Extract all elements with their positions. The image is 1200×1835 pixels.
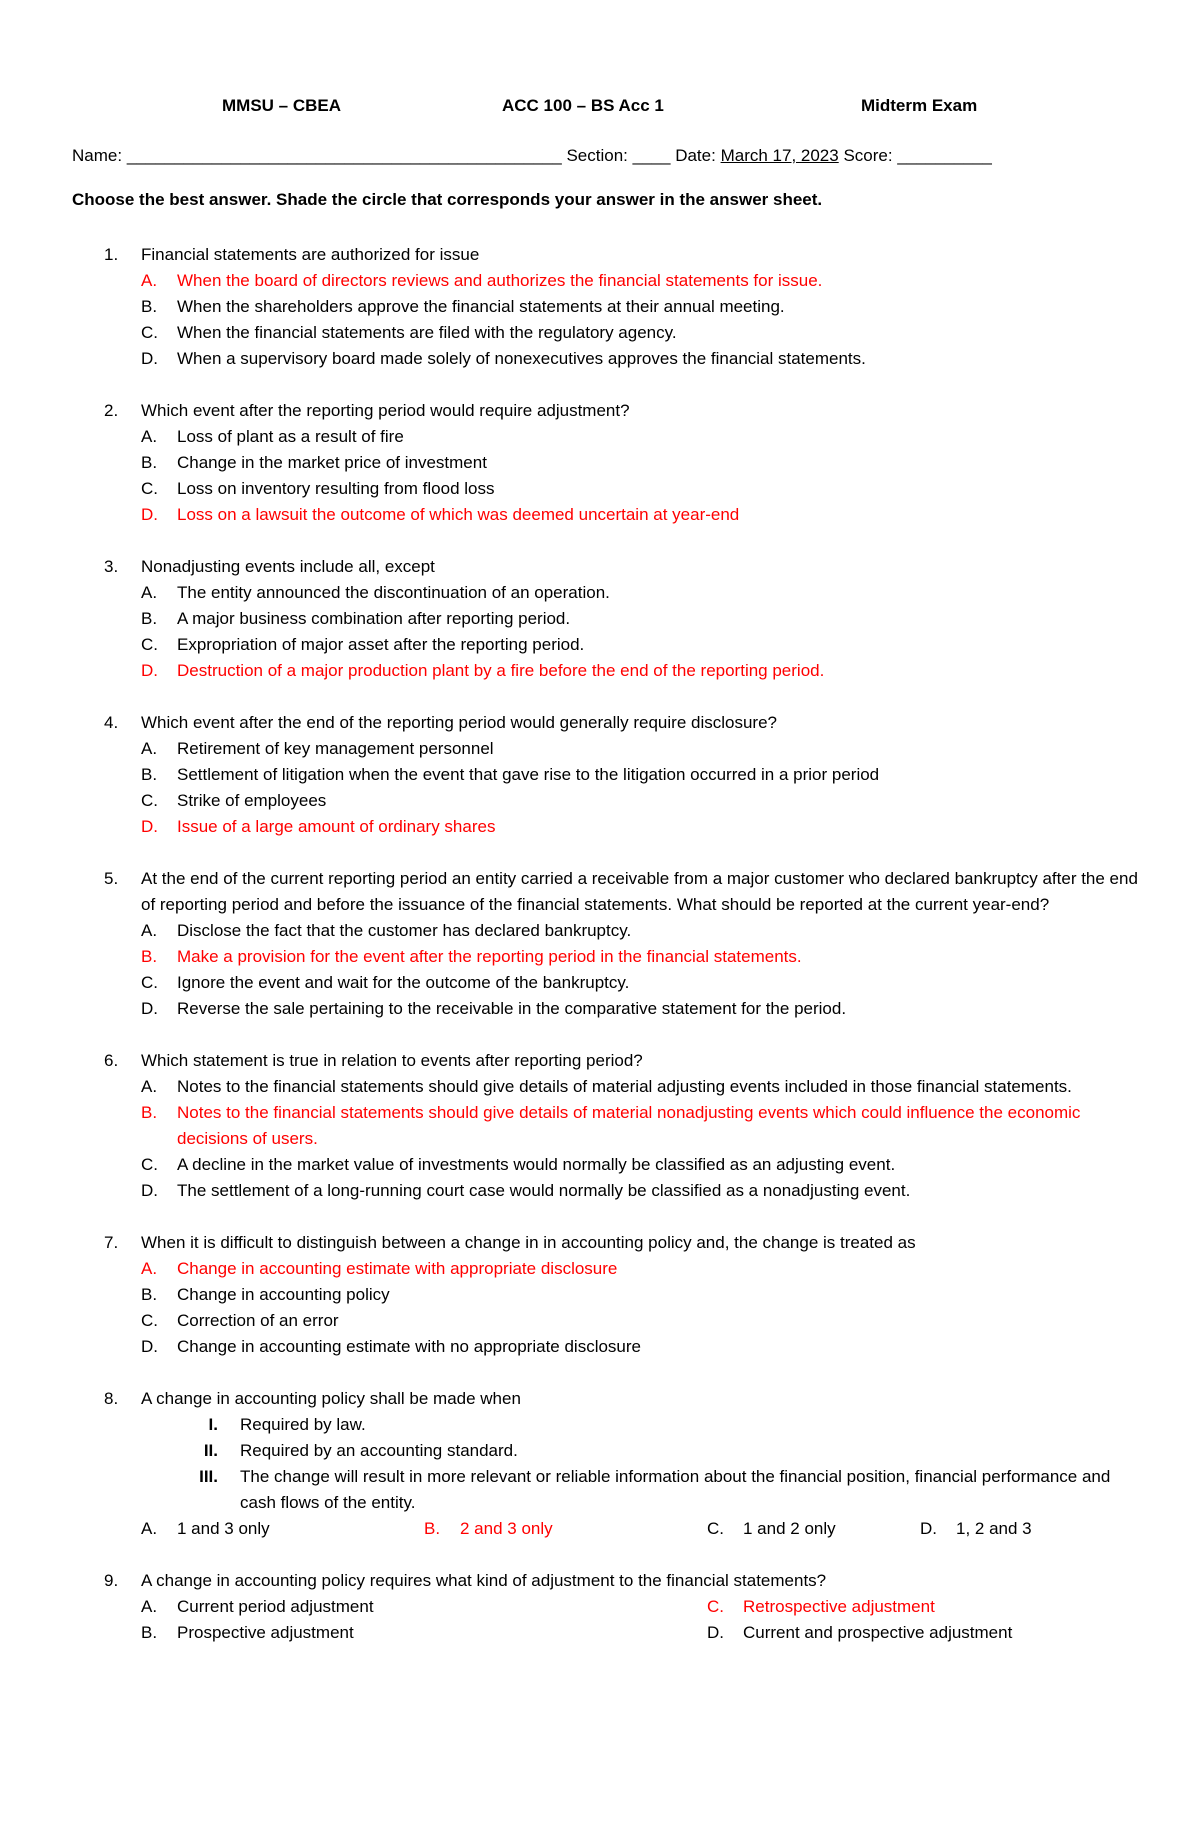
option-row [0, 1516, 1200, 1542]
option-text: Retrospective adjustment [743, 1597, 935, 1616]
option-letter: A. [141, 427, 158, 446]
option-letter: D. [920, 1519, 937, 1538]
option-text: A major business combination after reporting period. [177, 609, 571, 628]
option-d [0, 346, 1200, 372]
score-label: Score: [843, 146, 893, 165]
option-letter: C. [707, 1597, 724, 1616]
option-text: Change in accounting policy [177, 1285, 390, 1304]
option-letter: B. [141, 297, 158, 316]
question-1 [0, 242, 1200, 372]
option-c [0, 1152, 1200, 1178]
option-text: Loss on a lawsuit the outcome of which was deemed uncertain at year-end [177, 505, 740, 524]
question-stem: When it is difficult to distinguish between a change in in accounting policy and, the change is treated as [141, 1233, 916, 1252]
option-letter: B. [141, 765, 158, 784]
question-number: 8. [104, 1389, 119, 1408]
option-letter: A. [141, 1519, 158, 1538]
option-a [0, 424, 1200, 450]
question-stem: At the end of the current reporting period an entity carried a receivable from a major customer who declared bankruptcy after the end of reporting period and before the issuance of the financial statements. What should be reported at the current year-end? [141, 869, 1138, 914]
option-d [0, 1334, 1200, 1360]
question-8 [0, 1386, 1200, 1542]
question-stem: Financial statements are authorized for issue [141, 245, 480, 264]
question-6 [0, 1048, 1200, 1204]
question-stem: Which statement is true in relation to events after reporting period? [141, 1051, 643, 1070]
option-d-answer [0, 502, 1200, 528]
option-text: Destruction of a major production plant by a fire before the end of the reporting period. [177, 661, 825, 680]
option-text: Change in accounting estimate with no appropriate disclosure [177, 1337, 641, 1356]
option-d [0, 996, 1200, 1022]
question-stem: A change in accounting policy requires what kind of adjustment to the financial statements? [141, 1571, 827, 1590]
option-text: Expropriation of major asset after the reporting period. [177, 635, 585, 654]
option-text: 2 and 3 only [460, 1519, 553, 1538]
question-stem: Which event after the end of the reporting period would generally require disclosure? [141, 713, 777, 732]
option-letter: A. [141, 1597, 158, 1616]
option-letter: C. [141, 1155, 158, 1174]
question-7 [0, 1230, 1200, 1360]
student-info-line [72, 146, 992, 166]
option-text: Make a provision for the event after the reporting period in the financial statements. [177, 947, 802, 966]
option-d [707, 1620, 1012, 1646]
question-number: 7. [104, 1233, 119, 1252]
question-number: 9. [104, 1571, 119, 1590]
question-9 [0, 1568, 1200, 1646]
roman-numeral: III. [199, 1467, 218, 1486]
question-stem: Nonadjusting events include all, except [141, 557, 435, 576]
option-text: Change in accounting estimate with appropriate disclosure [177, 1259, 618, 1278]
course-label: ACC 100 – BS Acc 1 [502, 96, 664, 115]
option-c-answer [707, 1594, 935, 1620]
option-text: Current and prospective adjustment [743, 1623, 1013, 1642]
option-text: Correction of an error [177, 1311, 339, 1330]
option-b [0, 294, 1200, 320]
option-text: When the shareholders approve the financial statements at their annual meeting. [177, 297, 785, 316]
section-blank: ____ [632, 146, 671, 165]
option-letter: A. [141, 583, 158, 602]
option-text: A decline in the market value of investments would normally be classified as an adjusting event. [177, 1155, 896, 1174]
option-letter: A. [141, 921, 158, 940]
option-a [141, 1516, 270, 1542]
question-number: 6. [104, 1051, 119, 1070]
option-c [0, 788, 1200, 814]
option-text: Disclose the fact that the customer has declared bankruptcy. [177, 921, 632, 940]
option-c [0, 970, 1200, 996]
option-text: Strike of employees [177, 791, 327, 810]
option-b [0, 450, 1200, 476]
option-text: Settlement of litigation when the event that gave rise to the litigation occurred in a prior period [177, 765, 880, 784]
option-letter: A. [141, 1259, 158, 1278]
question-number: 4. [104, 713, 119, 732]
option-a [0, 580, 1200, 606]
option-text: Notes to the financial statements should give details of material nonadjusting events which could influence the economic decisions of users. [177, 1103, 1081, 1148]
option-b [0, 762, 1200, 788]
option-letter: B. [141, 1623, 158, 1642]
option-c [707, 1516, 836, 1542]
roman-item-2 [0, 1438, 1200, 1464]
option-letter: C. [141, 635, 158, 654]
school-label: MMSU – CBEA [222, 96, 342, 115]
option-letter: B. [141, 609, 158, 628]
date-label: Date: [675, 146, 716, 165]
score-blank: __________ [897, 146, 992, 165]
option-c [0, 320, 1200, 346]
option-b-answer [0, 1100, 1200, 1152]
option-letter: C. [141, 791, 158, 810]
option-letter: C. [707, 1519, 724, 1538]
option-letter: D. [707, 1623, 724, 1642]
option-b-answer [0, 944, 1200, 970]
roman-numeral: I. [208, 1415, 218, 1434]
option-text: When a supervisory board made solely of nonexecutives approves the financial statements. [177, 349, 866, 368]
option-letter: A. [141, 1077, 158, 1096]
option-text: Change in the market price of investment [177, 453, 487, 472]
option-d-answer [0, 658, 1200, 684]
option-b-answer [424, 1516, 553, 1542]
option-a [0, 918, 1200, 944]
option-text: Ignore the event and wait for the outcome of the bankruptcy. [177, 973, 630, 992]
question-stem: A change in accounting policy shall be made when [141, 1389, 521, 1408]
option-text: Notes to the financial statements should give details of material adjusting events included in those financial statements. [177, 1077, 1072, 1096]
option-a [141, 1594, 374, 1620]
option-b [0, 1282, 1200, 1308]
option-row [0, 1620, 1200, 1646]
question-2 [0, 398, 1200, 528]
option-letter: C. [141, 1311, 158, 1330]
question-3 [0, 554, 1200, 684]
option-row [0, 1594, 1200, 1620]
option-letter: D. [141, 661, 158, 680]
option-text: Issue of a large amount of ordinary shares [177, 817, 496, 836]
option-c [0, 476, 1200, 502]
option-text: 1 and 2 only [743, 1519, 836, 1538]
option-text: The entity announced the discontinuation of an operation. [177, 583, 610, 602]
option-text: Loss of plant as a result of fire [177, 427, 404, 446]
instructions: Choose the best answer. Shade the circle that corresponds your answer in the answer sheet. [72, 190, 823, 209]
option-letter: A. [141, 271, 158, 290]
option-letter: D. [141, 1337, 158, 1356]
roman-item-1 [0, 1412, 1200, 1438]
option-text: 1, 2 and 3 [956, 1519, 1032, 1538]
section-label: Section: [566, 146, 628, 165]
option-c [0, 632, 1200, 658]
option-letter: A. [141, 739, 158, 758]
option-text: When the financial statements are filed with the regulatory agency. [177, 323, 677, 342]
roman-numeral: II. [203, 1441, 218, 1460]
option-letter: B. [141, 1103, 158, 1122]
option-letter: D. [141, 1181, 158, 1200]
option-letter: D. [141, 505, 158, 524]
roman-item-3 [0, 1464, 1200, 1516]
option-d [0, 1178, 1200, 1204]
question-list [0, 242, 1200, 1672]
option-text: Retirement of key management personnel [177, 739, 494, 758]
option-letter: B. [424, 1519, 441, 1538]
option-text: 1 and 3 only [177, 1519, 270, 1538]
question-4 [0, 710, 1200, 840]
option-a [0, 736, 1200, 762]
roman-item-text: Required by law. [240, 1415, 366, 1434]
option-b [141, 1620, 354, 1646]
name-label: Name: [72, 146, 123, 165]
question-5 [0, 866, 1200, 1022]
option-letter: B. [141, 453, 158, 472]
option-text: Prospective adjustment [177, 1623, 354, 1642]
option-a [0, 1074, 1200, 1100]
option-text: Loss on inventory resulting from flood loss [177, 479, 495, 498]
option-text: The settlement of a long-running court case would normally be classified as a nonadjusting event. [177, 1181, 911, 1200]
option-a-answer [0, 1256, 1200, 1282]
option-text: Reverse the sale pertaining to the receivable in the comparative statement for the period. [177, 999, 847, 1018]
option-letter: C. [141, 479, 158, 498]
exam-title: Midterm Exam [861, 96, 978, 115]
question-number: 5. [104, 869, 119, 888]
name-blank: ______________________________________________ [126, 146, 562, 165]
question-number: 3. [104, 557, 119, 576]
option-text: When the board of directors reviews and authorizes the financial statements for issue. [177, 271, 823, 290]
question-stem: Which event after the reporting period would require adjustment? [141, 401, 630, 420]
option-d-answer [0, 814, 1200, 840]
option-c [0, 1308, 1200, 1334]
roman-item-text: The change will result in more relevant or reliable information about the financial position, financial performance and cash flows of the entity. [240, 1467, 1111, 1512]
option-letter: C. [141, 973, 158, 992]
option-letter: B. [141, 947, 158, 966]
option-letter: D. [141, 817, 158, 836]
option-b [0, 606, 1200, 632]
question-number: 1. [104, 245, 119, 264]
option-letter: C. [141, 323, 158, 342]
option-letter: B. [141, 1285, 158, 1304]
exam-header [0, 96, 1200, 120]
option-text: Current period adjustment [177, 1597, 374, 1616]
option-a-answer [0, 268, 1200, 294]
roman-item-text: Required by an accounting standard. [240, 1441, 518, 1460]
question-number: 2. [104, 401, 119, 420]
option-d [920, 1516, 1032, 1542]
option-letter: D. [141, 349, 158, 368]
date-value: March 17, 2023 [720, 146, 839, 165]
option-letter: D. [141, 999, 158, 1018]
